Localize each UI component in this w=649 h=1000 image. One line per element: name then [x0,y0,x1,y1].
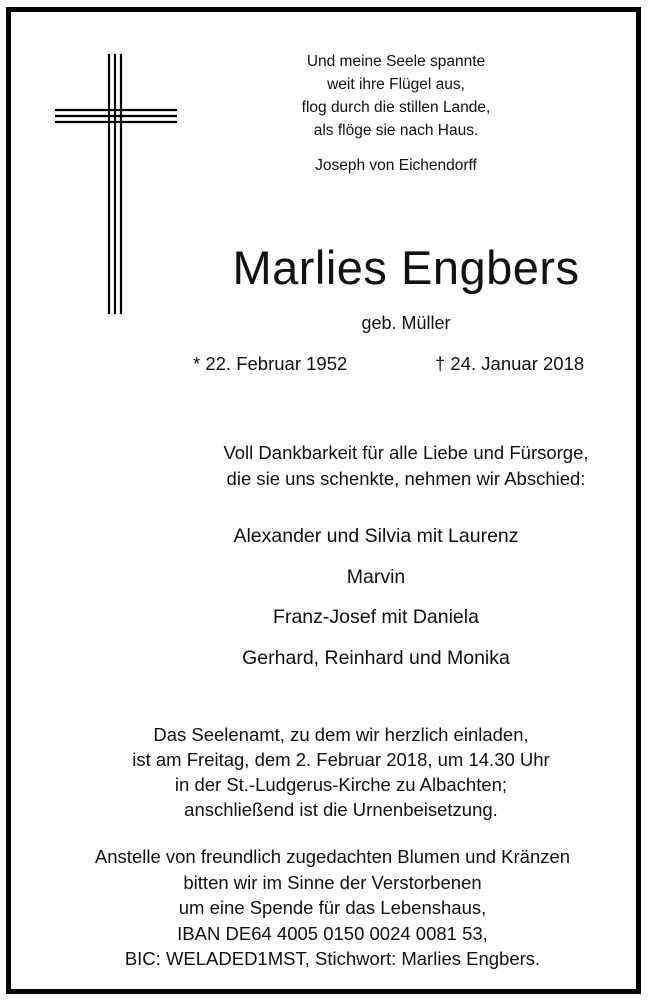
service-line: Das Seelenamt, zu dem wir herzlich einladen, [153,724,529,745]
family-member: Alexander und Silvia mit Laurenz [233,525,519,547]
family-member: Marvin [346,565,406,588]
poem-line: flog durch die stillen Lande, [301,99,491,116]
donation-info [25,844,640,972]
service-line: in der St.-Ludgerus-Kirche zu Albachten; [174,774,508,795]
maiden-name: geb. Müller [361,313,451,333]
farewell-text [171,440,641,492]
poem-line: Und meine Seele spannte [306,53,486,70]
service-line: ist am Freitag, dem 2. Februar 2018, um 14.30 Uhr [132,749,550,770]
family-list [161,516,591,678]
poem-line: weit ihre Flügel aus, [327,76,465,93]
poem-line: als flöge sie nach Haus. [313,122,479,139]
death-date: † 24. Januar 2018 [435,353,585,374]
family-member: Gerhard, Reinhard und Monika [242,646,510,669]
donation-line: bitten wir im Sinne der Verstorbenen [183,871,482,893]
donation-line: IBAN DE64 4005 0150 0024 0081 53, [177,922,488,944]
poem [251,50,541,142]
family-member: Franz-Josef mit Daniela [273,606,479,628]
farewell-line: Voll Dankbarkeit für alle Liebe und Fürsorge, [223,442,589,463]
farewell-line: die sie uns schenkte, nehmen wir Abschied: [226,468,586,489]
poem-author: Joseph von Eichendorff [315,157,477,174]
cross-icon [55,54,177,314]
obituary-frame [6,7,641,994]
service-line: anschließend ist die Urnenbeisetzung. [184,799,498,820]
donation-line: Anstelle von freundlich zugedachten Blumen und Kränzen [94,846,571,867]
deceased-name: Marlies Engbers [232,241,580,294]
donation-line: um eine Spende für das Lebenshaus, [178,897,487,918]
birth-date: * 22. Februar 1952 [193,353,348,374]
donation-line: BIC: WELADED1MST, Stichwort: Marlies Engbers. [124,948,541,969]
service-info [71,722,611,822]
